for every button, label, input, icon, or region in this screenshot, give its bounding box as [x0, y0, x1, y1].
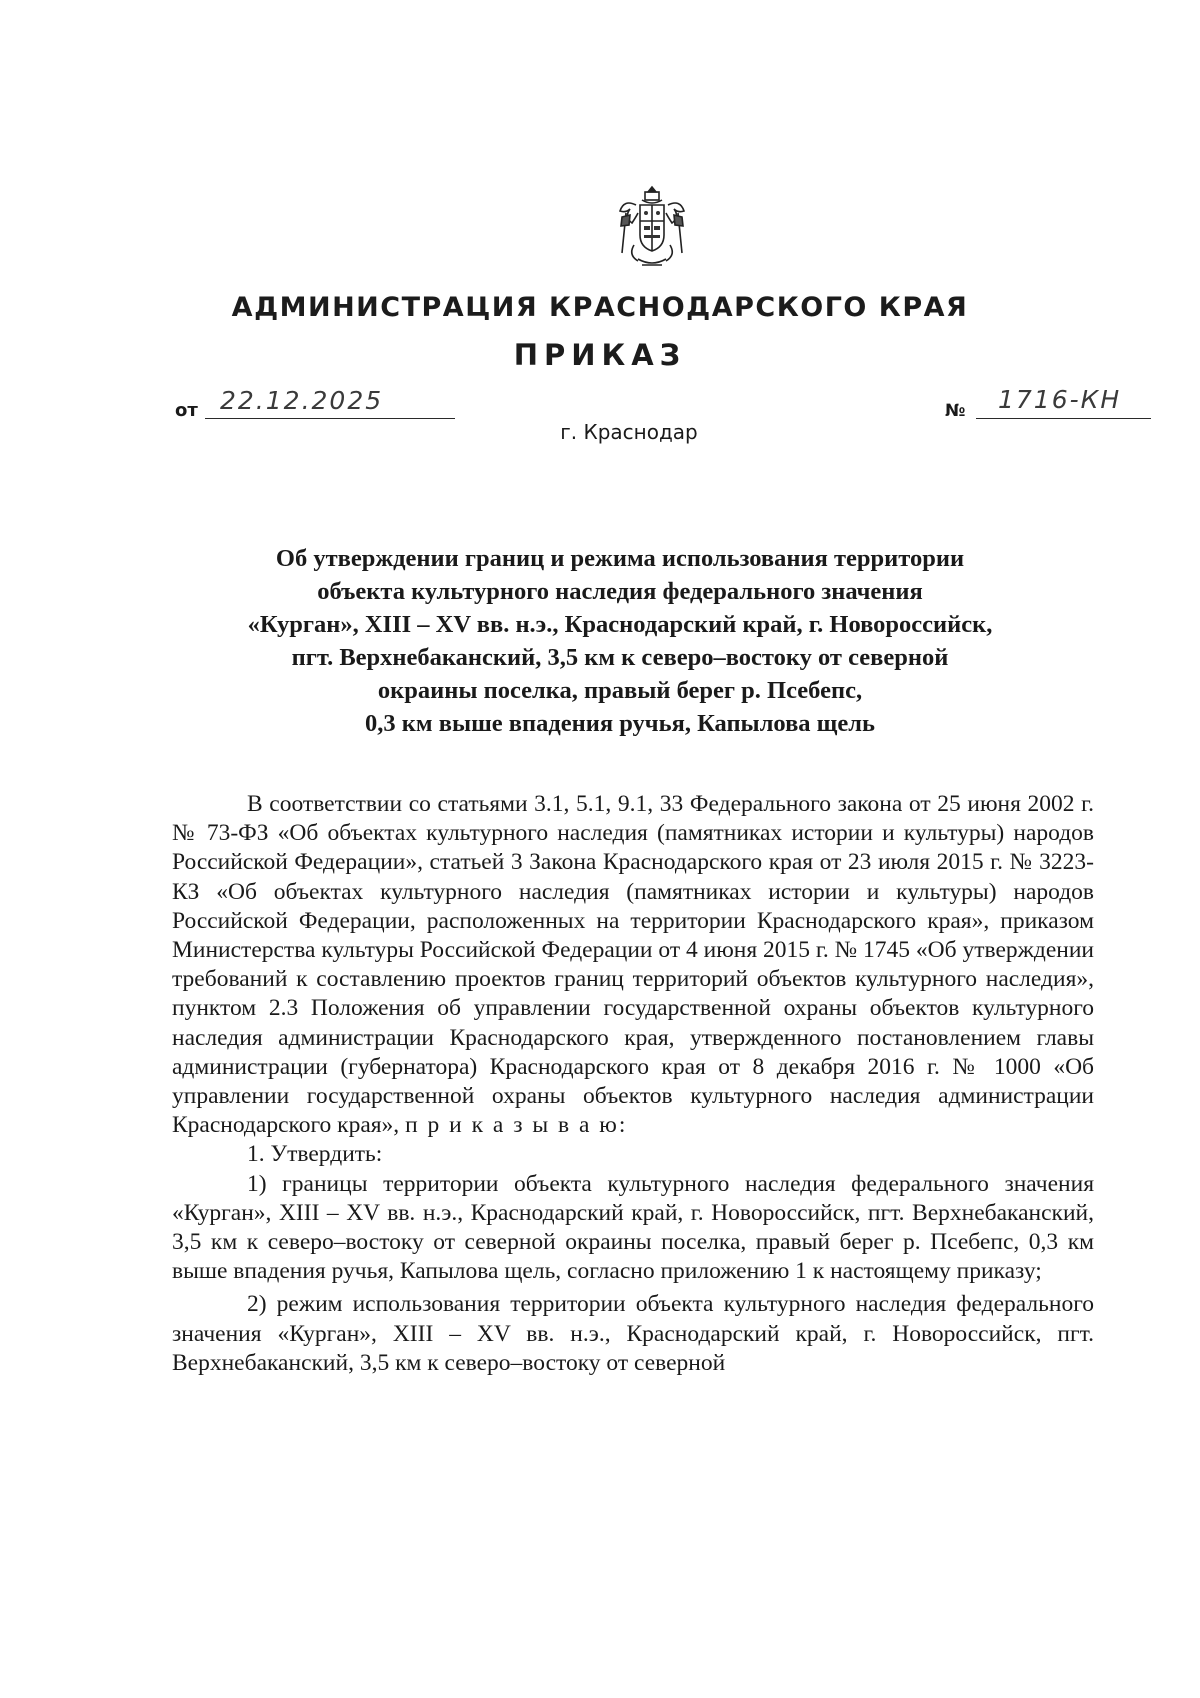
- title-line: окраины поселка, правый берег р. Псебепс,: [377, 677, 863, 704]
- date-label: от: [175, 400, 198, 421]
- sub-item-2: 2) режим использования территории объекта культурного наследия федерального значения «Курган», XIII – XV вв. н.э., Краснодарский край, г. Новороссийск, пгт. Верхнебаканский, 3,5 км к северо–востоку от северной: [172, 1291, 1094, 1376]
- title-line: пгт. Верхнебаканский, 3,5 км к северо–востоку от северной: [291, 644, 949, 671]
- preamble-text: В соответствии со статьями 3.1, 5.1, 9.1, 33 Федерального закона от 25 июня 2002 г. № 73-ФЗ «Об объектах культурного наследия (памятниках истории и культуры) народов Российской Федерации», статьей 3 Закона Краснодарского края от 23 июля 2015 г. № 3223-КЗ «Об объектах культурного наследия (памятниках истории и культуры) народов Российской Федерации, расположенных на территории Краснодарского края», приказом Министерства культуры Российской Федерации от 4 июня 2015 г. № 1745 «Об утверждении требований к составлению проектов границ территорий объектов культурного наследия», пунктом 2.3 Положения об управлении государственной охраны объектов культурного наследия администрации Краснодарского края, утвержденного постановлением главы администрации (губернатора) Краснодарского края от 8 декабря 2016 г. № 1000 «Об управлении государственной охраны объектов культурного наследия администрации Краснодарского края»,: [172, 791, 1094, 1139]
- date-underline: [205, 418, 455, 419]
- sub-item-1: 1) границы территории объекта культурного наследия федерального значения «Курган», XIII – XV вв. н.э., Краснодарский край, г. Новороссийск, пгт. Верхнебаканский, 3,5 км к северо–востоку от северной окраины поселка, правый берег р. Псебепс, 0,3 км выше впадения ручья, Капылова щель, согласно приложению 1 к настоящему приказу;: [172, 1170, 1094, 1285]
- title-line: 0,3 км выше впадения ручья, Капылова щель: [365, 710, 875, 737]
- number-underline: [976, 418, 1151, 419]
- title-line: объекта культурного наследия федерального значения: [317, 578, 923, 605]
- title-line: «Курган», XIII – XV вв. н.э., Краснодарский край, г. Новороссийск,: [247, 611, 993, 638]
- handwritten-number: 1716-КН: [998, 385, 1122, 414]
- coat-of-arms-emblem: [616, 183, 688, 269]
- title-line: Об утверждении границ и режима использования территории: [275, 545, 965, 572]
- document-type: ПРИКАЗ: [513, 338, 687, 372]
- city: г. Краснодар: [560, 420, 698, 444]
- preamble-paragraph: [172, 790, 1094, 1140]
- clause-1: 1. Утвердить:: [247, 1141, 383, 1168]
- document-body: [172, 790, 1094, 1382]
- order-word: п р и к а з ы в а ю:: [405, 1112, 628, 1139]
- organization-name: АДМИНИСТРАЦИЯ КРАСНОДАРСКОГО КРАЯ: [231, 292, 969, 323]
- document-title: [160, 542, 1080, 740]
- number-label: №: [945, 401, 966, 421]
- handwritten-date: 22.12.2025: [220, 386, 384, 415]
